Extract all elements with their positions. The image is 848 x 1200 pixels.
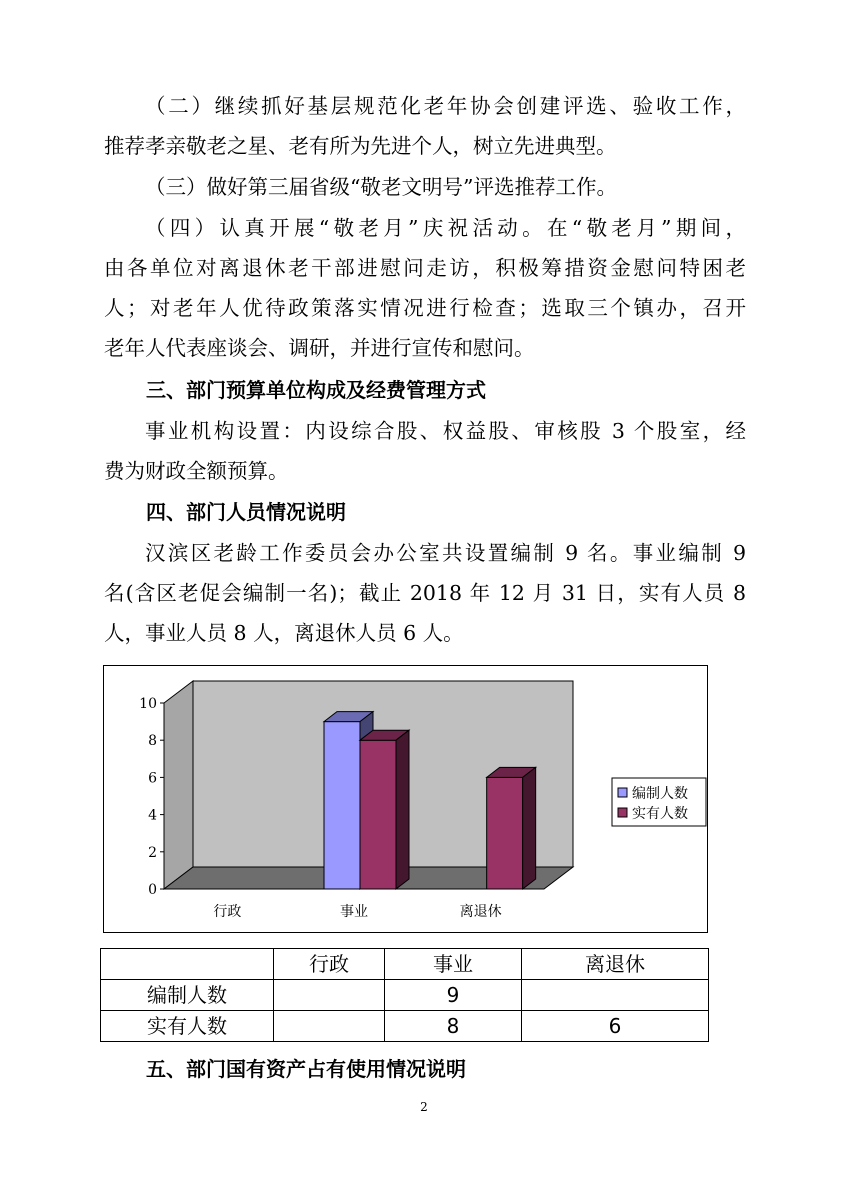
y-tick-label: 2	[148, 844, 157, 861]
table-cell: 8	[385, 1011, 522, 1042]
x-tick-label: 行政	[213, 904, 242, 920]
bar-chart-svg	[104, 666, 707, 932]
bar-front	[360, 740, 396, 889]
legend-swatch	[618, 788, 627, 797]
text-line: 推荐孝亲敬老之星、老有所为先进个人，树立先进典型。	[104, 134, 617, 158]
table-header-cell	[101, 949, 274, 980]
staff-table	[100, 948, 709, 1042]
legend-swatch	[618, 808, 627, 817]
table-cell: 9	[385, 980, 522, 1011]
text-line: （二）继续抓好基层规范化老年协会创建评选、验收工作，	[145, 94, 746, 118]
table-header-row	[101, 949, 709, 980]
paragraph-org	[104, 411, 746, 491]
section-heading-5: 五、部门国有资产占有使用情况说明	[146, 1057, 466, 1081]
table-row	[101, 980, 709, 1011]
table-row	[101, 1011, 709, 1042]
table-header-cell: 离退休	[522, 949, 709, 980]
text-line: 人；对老年人优待政策落实情况进行检查；选取三个镇办，召开	[104, 296, 746, 320]
table-header-cell: 行政	[274, 949, 385, 980]
section-heading-3: 三、部门预算单位构成及经费管理方式	[146, 378, 486, 402]
y-tick-label: 8	[148, 733, 157, 750]
paragraph-2	[104, 86, 746, 166]
section-heading-4: 四、部门人员情况说明	[146, 500, 346, 524]
text-line: （四）认真开展“敬老月”庆祝活动。在“敬老月”期间，	[145, 216, 746, 240]
text-line: 人，事业人员 8 人，离退休人员 6 人。	[104, 621, 464, 645]
text-line: 汉滨区老龄工作委员会办公室共设置编制 9 名。事业编制 9	[145, 541, 746, 565]
table-cell: 6	[522, 1011, 709, 1042]
x-tick-label: 离退休	[459, 904, 502, 920]
legend-label: 编制人数	[632, 786, 688, 802]
table-cell	[522, 980, 709, 1011]
x-tick-label: 事业	[340, 904, 368, 920]
page-number: 2	[420, 1100, 428, 1114]
table-cell: 编制人数	[101, 980, 274, 1011]
bar-side	[523, 767, 536, 889]
text-line: 老年人代表座谈会、调研，并进行宣传和慰问。	[104, 336, 535, 360]
staff-chart	[103, 665, 708, 933]
text-line: 费为财政全额预算。	[104, 459, 289, 483]
paragraph-3	[104, 167, 746, 207]
bar-side	[396, 730, 409, 889]
paragraph-staff	[104, 533, 746, 653]
text-line: 名(含区老促会编制一名)；截止 2018 年 12 月 31 日，实有人员 8	[104, 581, 746, 605]
text-line: 事业机构设置：内设综合股、权益股、审核股 3 个股室，经	[145, 419, 746, 443]
table-cell	[274, 1011, 385, 1042]
y-tick-label: 4	[148, 807, 157, 824]
y-tick-label: 10	[139, 696, 157, 712]
table-cell: 实有人数	[101, 1011, 274, 1042]
chart-side-wall	[164, 681, 193, 889]
paragraph-4	[104, 208, 746, 368]
bar-front	[487, 777, 523, 889]
text-line: （三）做好第三届省级“敬老文明号”评选推荐工作。	[145, 175, 617, 199]
legend-label: 实有人数	[632, 806, 688, 822]
bar-front	[324, 722, 360, 889]
y-tick-label: 0	[148, 882, 157, 898]
table-cell	[274, 980, 385, 1011]
y-tick-label: 6	[148, 770, 157, 787]
table-header-cell: 事业	[385, 949, 522, 980]
text-line: 由各单位对离退休老干部进慰问走访，积极筹措资金慰问特困老	[104, 256, 746, 280]
